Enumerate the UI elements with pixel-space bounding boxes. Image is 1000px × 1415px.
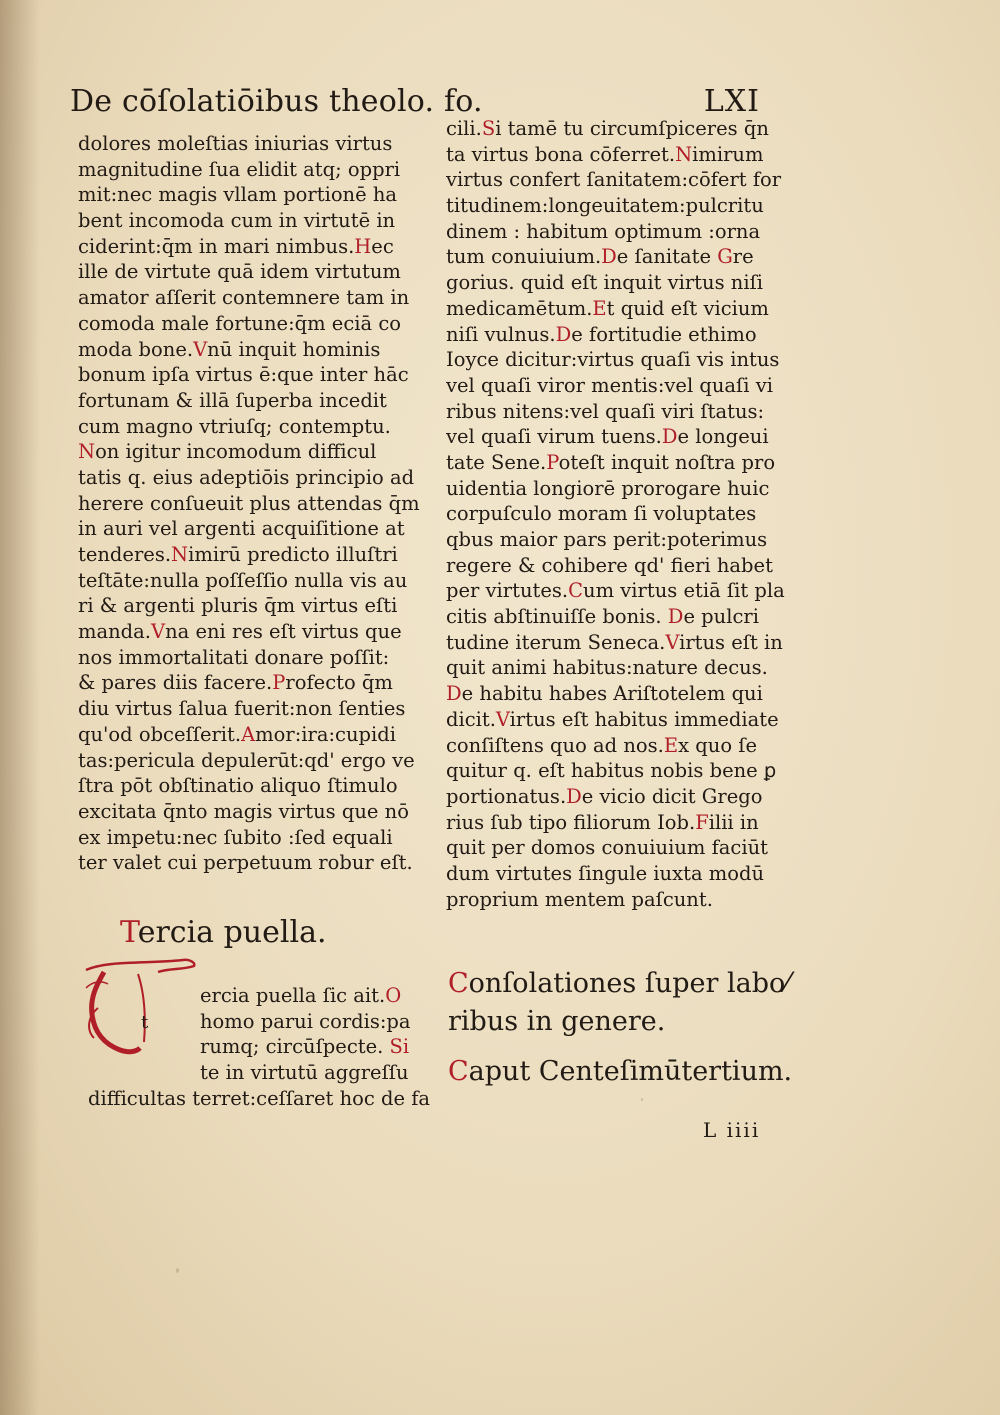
text-line: ri & argenti pluris q̄m virtus eſti	[78, 594, 398, 618]
section-heading: Tercia puella.	[120, 915, 327, 950]
text-line: gorius. quid eſt inquit virtus niſi	[446, 271, 764, 295]
text-line: ex impetu:nec ſubito :ſed equali	[78, 825, 393, 849]
text-line: quit animi habitus:nature decus.	[446, 656, 768, 680]
rubric-letter: N	[171, 543, 189, 566]
rubric-letter: D	[555, 322, 572, 346]
text-line: diu virtus ſalua fuerit:non ſenties	[78, 697, 406, 721]
text-line: ta virtus bona cōferret.Nimirum	[446, 142, 764, 166]
rubric-letter: V	[150, 620, 166, 644]
text-line: qbus maior pars perit:poterimus	[446, 528, 768, 551]
rubric-letter: S	[481, 117, 496, 140]
text-line: citis abſtinuiſſe bonis. De pulcri	[446, 605, 759, 629]
guide-letter: t	[141, 1012, 149, 1033]
text-line: cili.Si tamē tu circumſpiceres q̄n	[446, 117, 769, 140]
text-line: tate Sene.Poteſt inquit noſtra pro	[446, 450, 776, 474]
text-line: tum conuiuium.De ſanitate Gre	[446, 245, 754, 269]
rubric-letter: P	[272, 671, 286, 695]
rubric-letter: H	[354, 234, 372, 258]
rubric-letter: C	[568, 579, 584, 603]
rubric-letter: D	[661, 425, 678, 449]
text-line: per virtutes.Cum virtus etiā ſit pla	[446, 579, 785, 603]
text-line: ille de virtute quā idem virtutum	[78, 260, 401, 284]
text-line: & pares diis facere.Profecto q̄m	[78, 671, 393, 695]
right-text-column	[446, 116, 796, 912]
text-line: bent incomoda cum in virtutē in	[78, 209, 396, 233]
heading-rubric-letter: C	[448, 968, 469, 999]
text-line: virtus confert ſanitatem:cōfert for	[446, 168, 782, 192]
text-line: dum virtutes ſingule iuxta modū	[446, 861, 765, 885]
rubric-letter: V	[193, 337, 208, 361]
text-line: herere conſueuit plus attendas q̄m	[78, 491, 420, 515]
rubric-letter: A	[241, 722, 256, 746]
rubric-letter: D	[446, 682, 462, 706]
folio-number: LXI	[703, 84, 760, 119]
rubric-letter: G	[717, 245, 733, 269]
text-line: ſtra pōt obſtinatio aliquo ſtimulo	[78, 774, 398, 798]
rubric-letter: P	[546, 450, 559, 474]
rubric-letter: D	[667, 605, 684, 629]
text-line: conſiſtens quo ad nos.Ex quo ſe	[446, 733, 758, 757]
page-gutter-shadow	[0, 0, 40, 1415]
initial-text-block	[200, 983, 411, 1086]
rubric-letter: E	[663, 733, 679, 757]
text-line: in auri vel argenti acquiſitione at	[78, 517, 405, 541]
signature-mark: L iiii	[703, 1118, 761, 1142]
text-line: dicit.Virtus eſt habitus immediate	[446, 707, 779, 731]
text-line: ter valet cui perpetuum robur eſt.	[78, 851, 413, 875]
text-line: ribus nitens:vel quaſi viri ſtatus:	[446, 399, 765, 423]
text-line: nos immortalitati donare poſſit:	[78, 645, 390, 669]
rubric-letter: O	[385, 984, 402, 1007]
text-line: teſtāte:nulla poſſeſſio nulla vis au	[78, 568, 408, 592]
text-line: tenderes.Nimirū predicto illuſtri	[78, 543, 398, 566]
text-line: mit:nec magis vllam portionē ha	[78, 183, 398, 207]
chapter-heading-line: Conſolationes ſuper labo⁄	[448, 968, 790, 999]
rubric-letter: F	[695, 810, 709, 834]
text-line: cum magno vtriuſq; contemptu.	[78, 414, 391, 438]
rubric-letter: N	[78, 440, 96, 464]
chapter-number-heading: Caput Centeſimūtertium.	[448, 1056, 793, 1087]
text-line: niſi vulnus.De fortitudie ethimo	[446, 322, 757, 346]
text-line: magnitudine ſua elidit atq; oppri	[78, 157, 401, 181]
text-line: excitata q̄nto magis virtus que nō	[78, 799, 409, 823]
text-line: rumq; circūſpecte. Si	[200, 1035, 410, 1059]
running-head-title: De cōſolatiōibus theolo. fo.	[70, 84, 483, 119]
text-line: tatis q. eius adeptiōis principio ad	[78, 465, 415, 489]
rubric-letter: D	[566, 784, 582, 808]
text-line: vel quaſi viror mentis:vel quaſi vi	[446, 373, 773, 397]
text-line: tas:pericula depulerūt:qd' ergo ve	[78, 748, 415, 772]
text-line: ercia puella ſic ait.O	[200, 984, 402, 1007]
text-line: difficultas terret:ceſſaret hoc de fa	[88, 1087, 431, 1110]
text-line: portionatus.De vicio dicit Grego	[446, 784, 763, 808]
text-line: amator aſſerit contemnere tam in	[78, 286, 410, 310]
rubric-letter: N	[675, 142, 693, 166]
text-line: titudinem:longeuitatem:pulcritu	[446, 194, 764, 218]
rubric-letter: D	[601, 245, 617, 269]
rubric-letter: Si	[389, 1035, 410, 1059]
text-line: quitur q. eſt habitus nobis bene ꝑ	[446, 759, 777, 783]
text-line: qu'od obceſſerit.Amor:ira:cupidi	[78, 722, 396, 746]
paper-speck	[176, 1268, 179, 1273]
heading-rubric-letter: C	[448, 1056, 469, 1087]
rubric-letter: V	[665, 630, 680, 654]
text-line: rius ſub tipo filiorum Iob.Filii in	[446, 810, 759, 834]
text-line: comoda male fortune:q̄m eciā co	[78, 311, 401, 335]
text-line: ciderint:q̄m in mari nimbus.Hec	[78, 234, 394, 258]
text-line: medicamētum.Et quid eſt vicium	[446, 296, 769, 320]
text-line: De habitu habes Ariſtotelem qui	[446, 682, 763, 706]
rubric-letter: V	[495, 707, 510, 731]
text-line: regere & cohibere qd' fieri habet	[446, 553, 773, 577]
chapter-heading-line: ribus in genere.	[448, 1006, 666, 1037]
text-line: bonum ipſa virtus ē:que inter hāc	[78, 363, 409, 387]
decorated-initial-t-icon	[78, 958, 198, 1070]
text-line: proprium mentem paſcunt.	[446, 887, 713, 911]
text-line: vel quaſi virum tuens.De longeui	[446, 425, 769, 449]
text-line: Non igitur incomodum difficul	[78, 440, 377, 464]
text-line: tudine iterum Seneca.Virtus eſt in	[446, 630, 783, 654]
text-line: manda.Vna eni res eſt virtus que	[78, 620, 402, 644]
left-text-column	[78, 131, 423, 876]
text-line: uidentia longiorē prorogare huic	[446, 476, 770, 500]
text-line: homo parui cordis:pa	[200, 1009, 411, 1033]
text-line: dolores moleſtias iniurias virtus	[78, 132, 393, 155]
text-line: dinem : habitum optimum :orna	[446, 219, 761, 243]
heading-rubric-letter: T	[120, 915, 138, 950]
paper-speck	[641, 1098, 643, 1101]
text-line: Ioyce dicitur:virtus quaſi vis intus	[446, 348, 780, 372]
text-line: corpuſculo moram ſi voluptates	[446, 502, 757, 526]
text-line: fortunam & illā ſuperba incedit	[78, 388, 387, 412]
text-line: quit per domos conuiuium faciūt	[446, 836, 768, 860]
text-line: te in virtutū aggreſſu	[200, 1061, 409, 1085]
text-line: moda bone.Vnū inquit hominis	[78, 337, 381, 361]
rubric-letter: E	[592, 296, 607, 320]
